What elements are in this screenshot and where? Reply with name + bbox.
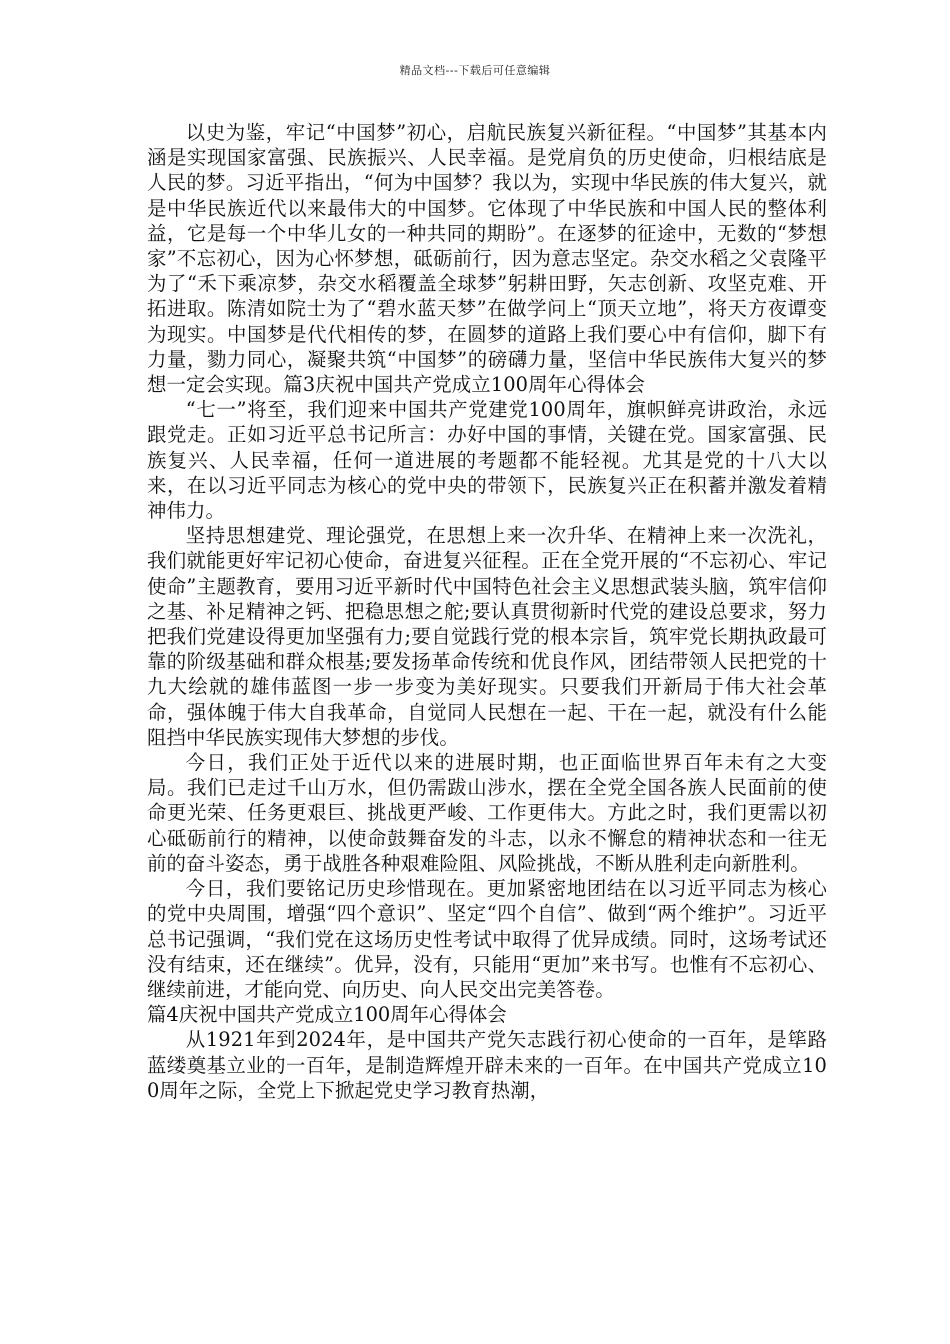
document-body [147, 120, 827, 1103]
paragraph-6: 从1921年到2024年，是中国共产党矢志践行初心使命的一百年，是筚路蓝缕奠基立业的一百年，是制造辉煌开辟未来的一百年。在中国共产党成立100周年之际，全党上下掀起党史学习教育热潮， [147, 1028, 827, 1102]
paragraph-3: 坚持思想建党、理论强党，在思想上来一次升华、在精神上来一次洗礼，我们就能更好牢记初心使命，奋进复兴征程。正在全党开展的“不忘初心、牢记使命”主题教育，要用习近平新时代中国特色社会主义思想武装头脑，筑牢信仰之基、补足精神之钙、把稳思想之舵;要认真贯彻新时代党的建设总要求，努力把我们党建设得更加坚强有力;要自觉践行党的根本宗旨，筑牢党长期执政最可靠的阶级基础和群众根基;要发扬革命传统和优良作风，团结带领人民把党的十九大绘就的雄伟蓝图一步一步变为美好现实。只要我们开新局于伟大社会革命，强体魄于伟大自我革命，自觉同人民想在一起、干在一起，就没有什么能阻挡中华民族实现伟大梦想的步伐。 [147, 524, 827, 749]
page-header: 精品文档---下载后可任意编辑 [399, 64, 551, 77]
section-heading: 篇4庆祝中国共产党成立100周年心得体会 [147, 1003, 507, 1027]
paragraph-5: 今日，我们要铭记历史珍惜现在。更加紧密地团结在以习近平同志为核心的党中央周围，增强“四个意识”、坚定“四个自信”、做到“两个维护”。习近平总书记强调，“我们党在这场历史性考试中取得了优异成绩。同时，这场考试还没有结束，还在继续”。优异，没有，只能用“更加”来书写。也惟有不忘初心、继续前进，才能向党、向历史、向人民交出完美答卷。 [147, 877, 827, 1001]
paragraph-4: 今日，我们正处于近代以来的进展时期，也正面临世界百年未有之大变局。我们已走过千山万水，但仍需跋山涉水，摆在全党全国各族人民面前的使命更光荣、任务更艰巨、挑战更严峻、工作更伟大。方此之时，我们更需以初心砥砺前行的精神，以使命鼓舞奋发的斗志，以永不懈怠的精神状态和一往无前的奋斗姿态，勇于战胜各种艰难险阻、风险挑战，不断从胜利走向新胜利。 [147, 751, 827, 875]
paragraph-1: 以史为鉴，牢记“中国梦”初心，启航民族复兴新征程。“中国梦”其基本内涵是实现国家富强、民族振兴、人民幸福。是党肩负的历史使命，归根结底是人民的梦。习近平指出，“何为中国梦？我以为，实现中华民族的伟大复兴，就是中华民族近代以来最伟大的中国梦。它体现了中华民族和中国人民的整体利益，它是每一个中华儿女的一种共同的期盼”。在逐梦的征途中，无数的“梦想家”不忘初心，因为心怀梦想，砥砺前行，因为意志坚定。杂交水稻之父袁隆平为了“禾下乘凉梦，杂交水稻覆盖全球梦”躬耕田野，矢志创新、攻坚克难、开拓进取。陈清如院士为了“碧水蓝天梦”在做学问上“顶天立地”，将天方夜谭变为现实。中国梦是代代相传的梦，在圆梦的道路上我们要心中有信仰，脚下有力量，勠力同心，凝聚共筑“中国梦”的磅礴力量，坚信中华民族伟大复兴的梦想一定会实现。篇3庆祝中国共产党成立100周年心得体会 [147, 121, 827, 397]
paragraph-2: “七一”将至，我们迎来中国共产党建党100周年，旗帜鲜亮讲政治，永远跟党走。正如习近平总书记所言：办好中国的事情，关键在党。国家富强、民族复兴、人民幸福，任何一道进展的考题都不能轻视。尤其是党的十八大以来，在以习近平同志为核心的党中央的带领下，民族复兴正在积蓄并激发着精神伟力。 [147, 398, 827, 523]
